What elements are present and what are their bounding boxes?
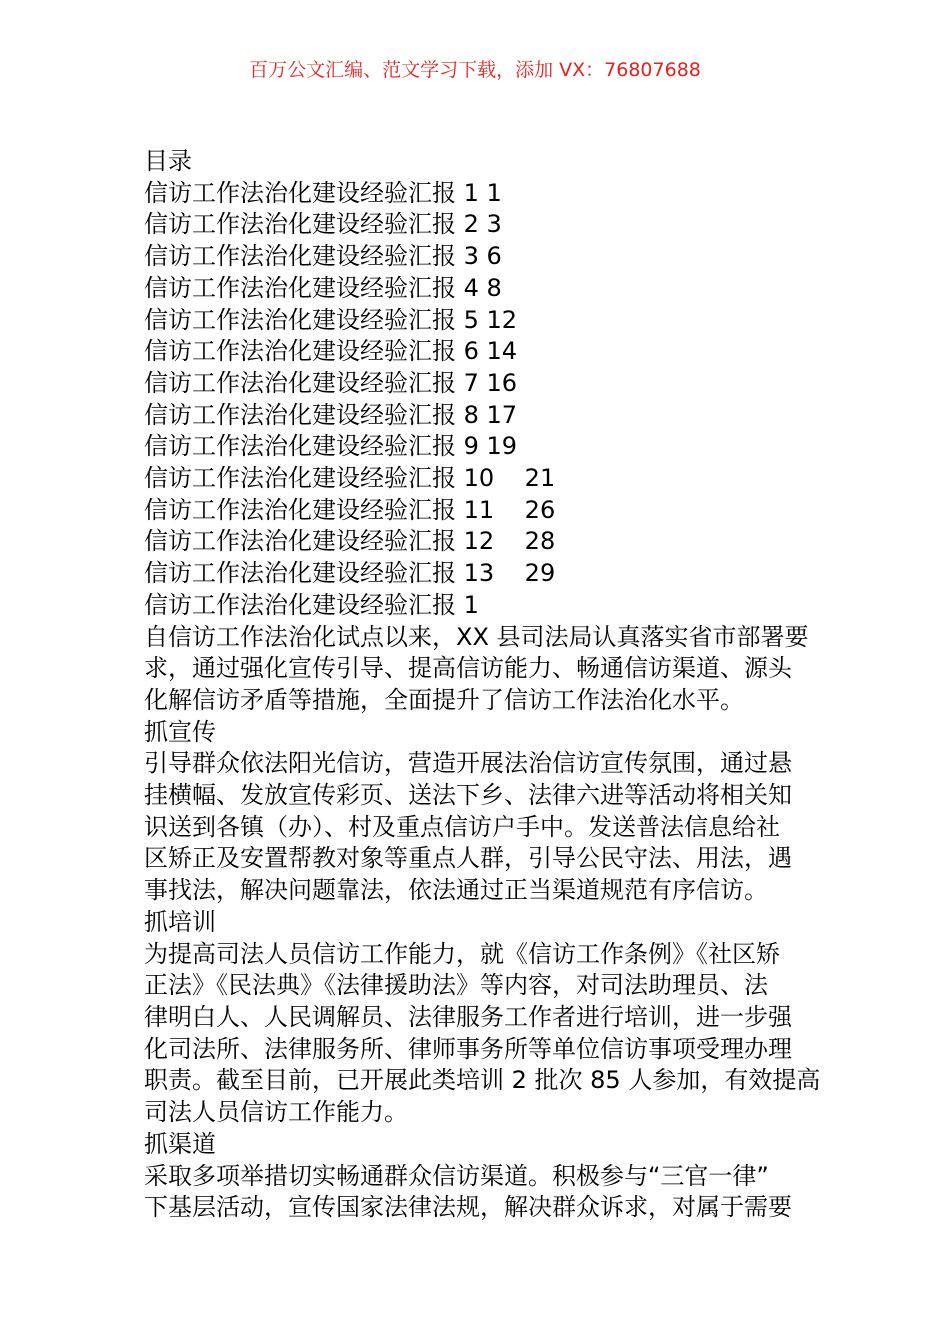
toc-entry[interactable]: 信访工作法治化建设经验汇报 13 29 bbox=[144, 559, 556, 588]
toc-entry[interactable]: 信访工作法治化建设经验汇报 2 3 bbox=[144, 210, 502, 239]
toc-entry[interactable]: 信访工作法治化建设经验汇报 4 8 bbox=[144, 273, 502, 302]
paragraph-line: 采取多项举措切实畅通群众信访渠道。积极参与“三官一律” bbox=[144, 1161, 769, 1190]
paragraph-line: 司法人员信访工作能力。 bbox=[144, 1098, 408, 1127]
toc-title: 目录 bbox=[144, 147, 192, 175]
page-header-watermark: 百万公文汇编、范文学习下载，添加 VX：76807688 bbox=[249, 59, 701, 81]
document-body bbox=[144, 146, 821, 1224]
toc-entry[interactable]: 信访工作法治化建设经验汇报 5 12 bbox=[144, 305, 518, 334]
paragraph-line: 自信访工作法治化试点以来，XX 县司法局认真落实省市部署要 bbox=[144, 622, 809, 651]
paragraph-line: 正法》《民法典》《法律援助法》等内容，对司法助理员、法 bbox=[144, 971, 768, 1000]
toc-entry[interactable]: 信访工作法治化建设经验汇报 3 6 bbox=[144, 242, 502, 271]
paragraph-line: 区矫正及安置帮教对象等重点人群，引导公民守法、用法，遇 bbox=[144, 844, 792, 873]
toc-entry[interactable]: 信访工作法治化建设经验汇报 1 1 bbox=[144, 178, 502, 207]
article-title: 信访工作法治化建设经验汇报 1 bbox=[144, 590, 479, 619]
paragraph-line: 事找法，解决问题靠法，依法通过正当渠道规范有序信访。 bbox=[144, 876, 768, 905]
section-heading: 抓培训 bbox=[144, 907, 216, 936]
paragraph-line: 化解信访矛盾等措施，全面提升了信访工作法治化水平。 bbox=[144, 685, 744, 714]
toc-entry[interactable]: 信访工作法治化建设经验汇报 9 19 bbox=[144, 432, 518, 461]
paragraph-line: 引导群众依法阳光信访，营造开展法治信访宣传氛围，通过悬 bbox=[144, 749, 792, 778]
paragraph-line: 识送到各镇（办）、村及重点信访户手中。发送普法信息给社 bbox=[144, 812, 780, 841]
toc-entry[interactable]: 信访工作法治化建设经验汇报 8 17 bbox=[144, 400, 518, 429]
paragraph-line: 求，通过强化宣传引导、提高信访能力、畅通信访渠道、源头 bbox=[144, 654, 792, 683]
article-intro bbox=[144, 622, 814, 717]
section-heading: 抓渠道 bbox=[144, 1129, 216, 1158]
paragraph-line: 为提高司法人员信访工作能力，就《信访工作条例》《社区矫 bbox=[144, 939, 780, 968]
paragraph-line: 职责。截至目前，已开展此类培训 2 批次 85 人参加，有效提高 bbox=[144, 1066, 821, 1095]
toc-entry[interactable]: 信访工作法治化建设经验汇报 12 28 bbox=[144, 527, 556, 556]
toc-list bbox=[144, 178, 814, 590]
paragraph-line: 下基层活动，宣传国家法律法规，解决群众诉求，对属于需要 bbox=[144, 1193, 792, 1222]
toc-entry[interactable]: 信访工作法治化建设经验汇报 6 14 bbox=[144, 337, 518, 366]
section-training bbox=[144, 907, 821, 1129]
toc-entry[interactable]: 信访工作法治化建设经验汇报 7 16 bbox=[144, 368, 518, 397]
section-publicity bbox=[144, 717, 814, 907]
section-heading: 抓宣传 bbox=[144, 717, 216, 746]
paragraph-line: 律明白人、人民调解员、法律服务工作者进行培训，进一步强 bbox=[144, 1002, 792, 1031]
toc-entry[interactable]: 信访工作法治化建设经验汇报 10 21 bbox=[144, 464, 556, 493]
paragraph-line: 挂横幅、发放宣传彩页、送法下乡、法律六进等活动将相关知 bbox=[144, 781, 792, 810]
toc-entry[interactable]: 信访工作法治化建设经验汇报 11 26 bbox=[144, 495, 556, 524]
paragraph-line: 化司法所、法律服务所、律师事务所等单位信访事项受理办理 bbox=[144, 1034, 792, 1063]
section-channels bbox=[144, 1129, 814, 1224]
